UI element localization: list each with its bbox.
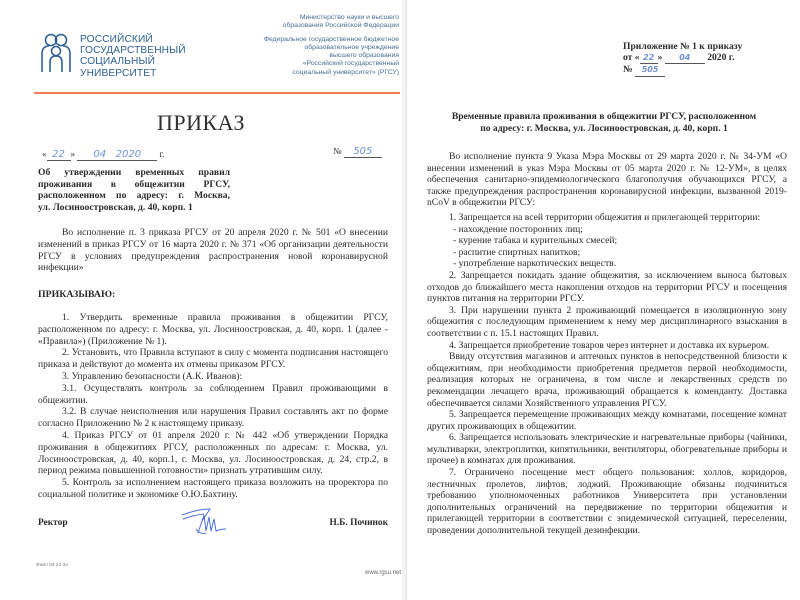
order-item: 5. Контроль за исполнением настоящего приказа возложить на проректора по социальной политике и экономике О.Ю.Бахтину. <box>38 477 388 500</box>
institution-line: «Российский государственный <box>302 60 399 68</box>
number-label: № <box>333 146 342 156</box>
subject-line: Об утверждении временных правил <box>38 167 230 178</box>
rule-item: 5. Запрещается перемещение проживающих между комнатами, посещение комнат других проживающих в общежитии. <box>427 409 787 432</box>
rule-item: 4. Запрещается приобретение товаров через интернет и доставка их курьером. <box>449 339 770 351</box>
order-subject <box>38 167 230 213</box>
rule-item: 6. Запрещается использовать электрические и нагревательные приборы (чайники, мультиварки, электроплитки, кипятильники, вентиляторы, обогревательные приборы и прочее) в комнатах для проживания. <box>427 432 787 467</box>
order-date <box>42 149 164 161</box>
university-name <box>80 34 186 79</box>
ref-day: 22 <box>643 53 655 63</box>
logo-line: СОЦИАЛЬНЫЙ <box>80 56 156 68</box>
institution-line: социальный университет» (РГСУ) <box>292 68 399 76</box>
rule-subitem: - употребление наркотических веществ. <box>453 258 617 270</box>
rules-preamble-text: Во исполнение пункта 9 Указа Мэра Москвы от 29 марта 2020 г. № 34-УМ «О внесении изменений в указ Мэра Москвы от 05 марта 2020 г. № 12-УМ», в целях обеспечения санитарно-эпидемиологического благополучия обучающихся РГСУ, а также предупреждения распространения коронавирусной инфекции, вызванной 2019-nCoV в общежитии РГСУ: <box>427 151 787 209</box>
appendix-ref-date <box>623 52 742 64</box>
date-month-year: 04 2020 <box>93 149 142 160</box>
appendix-reference <box>623 41 742 77</box>
preamble-text: Во исполнение п. 3 приказа РГСУ от 20 апреля 2020 г. № 501 «О внесении изменений в приказ РГСУ от 16 марта 2020 г. № 371 «Об организации деятельности РГСУ в условиях предупреждения распространения новой коронавирусной инфекции» <box>38 227 388 274</box>
appendix-ref-line: Приложение № 1 к приказу <box>623 41 743 52</box>
rules-list <box>427 212 787 537</box>
institution-line: Федеральное государственное бюджетное <box>263 35 399 43</box>
order-number <box>333 146 382 158</box>
order-directive-heading: ПРИКАЗЫВАЮ: <box>38 289 116 300</box>
rule-subitem: - распитие спиртных напитков; <box>453 246 581 258</box>
date-suffix: г. <box>159 149 165 159</box>
institution-line: образовательное учреждение <box>304 43 399 51</box>
ref-day-field <box>640 52 658 64</box>
subject-line: ул. Лосиноостровская, д. 40, корп. 1 <box>38 201 193 213</box>
order-item: 3. Управлению безопасности (А.К. Иванов): <box>62 370 243 382</box>
subject-line: проживания в общежитии РГСУ, <box>38 178 230 190</box>
date-quote-open: « <box>42 149 47 159</box>
ministry-line: образования Российской Федерации <box>282 22 399 30</box>
order-item: 3.1. Осуществлять контроль за соблюдением Правил проживающими в общежитии. <box>38 382 388 406</box>
logo-line: УНИВЕРСИТЕТ <box>80 67 157 79</box>
rules-title <box>407 111 800 135</box>
ref-num-label: № <box>623 64 633 76</box>
order-preamble <box>38 227 388 274</box>
rule-item: 1. Запрещается на всей территории общежития и прилегающей территории: <box>449 212 761 223</box>
appendix-page <box>406 0 800 600</box>
order-item: 2. Установить, что Правила вступают в силу с момента подписания настоящего приказа и действуют до момента их отмены приказом РГСУ. <box>38 347 388 371</box>
subject-line: расположенном по адресу: г. Москва, <box>38 190 230 202</box>
rule-item: 2. Запрещается покидать здание общежития, за исключением выноса бытовых отходов до ближайшего места накопления отходов на территории РГСУ и посещения пунктов питания на территории РГСУ. <box>427 269 787 305</box>
rule-subitem: - нахождение посторонних лиц; <box>453 223 583 235</box>
rules-title-line: Временные правила проживания в общежитии РГСУ, расположенном <box>451 111 757 122</box>
ref-from: от « <box>623 52 640 64</box>
ref-num-field <box>635 64 665 76</box>
document-title: ПРИКАЗ <box>156 110 246 135</box>
signatory-name: Н.Б. Починок <box>329 518 388 528</box>
date-day: 22 <box>52 149 65 160</box>
order-item: 1. Утвердить временные правила проживания в общежитии РГСУ, расположенном по адресу: г. Москва, ул. Лосиноостровская, д. 40, корп. 1 (далее - «Правила») (Приложение № 1). <box>38 312 388 347</box>
ref-num: 505 <box>641 65 659 75</box>
signature-icon <box>180 505 230 537</box>
order-item: 3.2. В случае неисполнения или нарушения Правил составлять акт по форме согласно Приложению № 2 к настоящему приказу. <box>38 406 388 430</box>
date-quote-close: » <box>70 149 75 159</box>
rules-preamble <box>427 151 787 209</box>
ref-quote-close: » <box>657 52 663 64</box>
ref-year: 2020 г. <box>707 52 735 64</box>
ministry-block <box>229 14 399 77</box>
number-value: 505 <box>353 146 373 157</box>
order-items <box>38 312 388 501</box>
date-month-field <box>77 149 157 161</box>
university-logo-icon <box>40 32 72 72</box>
rule-item: 3. При нарушении пункта 2 проживающий помещается в изоляционную зону общежития с последующим применением к нему мер дисциплинарного взыскания в соответствии с п. 15.1 настоящих Правил. <box>427 304 787 339</box>
ministry-line: Министерство науки и высшего <box>299 14 399 21</box>
file-reference: Файл 04 22-2о <box>36 563 69 568</box>
institution-line: высшего образования <box>329 52 399 60</box>
logo-line: ГОСУДАРСТВЕННЫЙ <box>80 45 186 57</box>
logo-line: РОССИЙСКИЙ <box>80 34 153 45</box>
rule-item: Ввиду отсутствия магазинов и аптечных пунктов в непосредственной близости к общежитиям, при необходимости приобретения предметов первой необходимости, реализация которых не ограничена, в том числе и лекарственных средств по рекомендации лечащего врача, проживающий обращается к коменданту. Доставка обеспечивается силами Хозяйственного управления РГСУ. <box>427 351 787 409</box>
rule-item: 7. Ограничено посещение мест общего пользования: холлов, коридоров, лестничных пролетов, лифтов, лоджий. Проживающие обязаны подчиниться требованию уполномоченных работников Университета при установлении дополнительных ограничений на передвижение по территории общежития и прилегающей территории в соответствии с эпидемической ситуацией, переселении, проведении дополнительной текущей дезинфекции. <box>427 467 787 537</box>
website-link[interactable]: www.rgsu.net <box>365 570 402 576</box>
number-field <box>344 146 382 158</box>
letterhead-divider <box>34 92 400 94</box>
ref-month-field <box>665 52 705 64</box>
appendix-ref-number <box>623 64 742 76</box>
date-day-field <box>47 149 71 161</box>
rule-subitem: - курение табака и курительных смесей; <box>453 235 618 247</box>
rules-title-line: по адресу: г. Москва, ул. Лосиноостровская, д. 40, корп. 1 <box>480 122 728 134</box>
signatory-title: Ректор <box>38 518 68 528</box>
ref-month: 04 <box>679 53 691 63</box>
order-item: 4. Приказ РГСУ от 01 апреля 2020 г. № 442 «Об утверждении Порядка проживания в общежитиях РГСУ, расположенных по адресам: г. Москва, ул. Лосиноостровская, д. 40, корп.1, г. Москва, ул. Лосиноостровская, д. 24, стр.2, в период режима повышенной готовности» признать утратившим силу. <box>38 429 388 477</box>
